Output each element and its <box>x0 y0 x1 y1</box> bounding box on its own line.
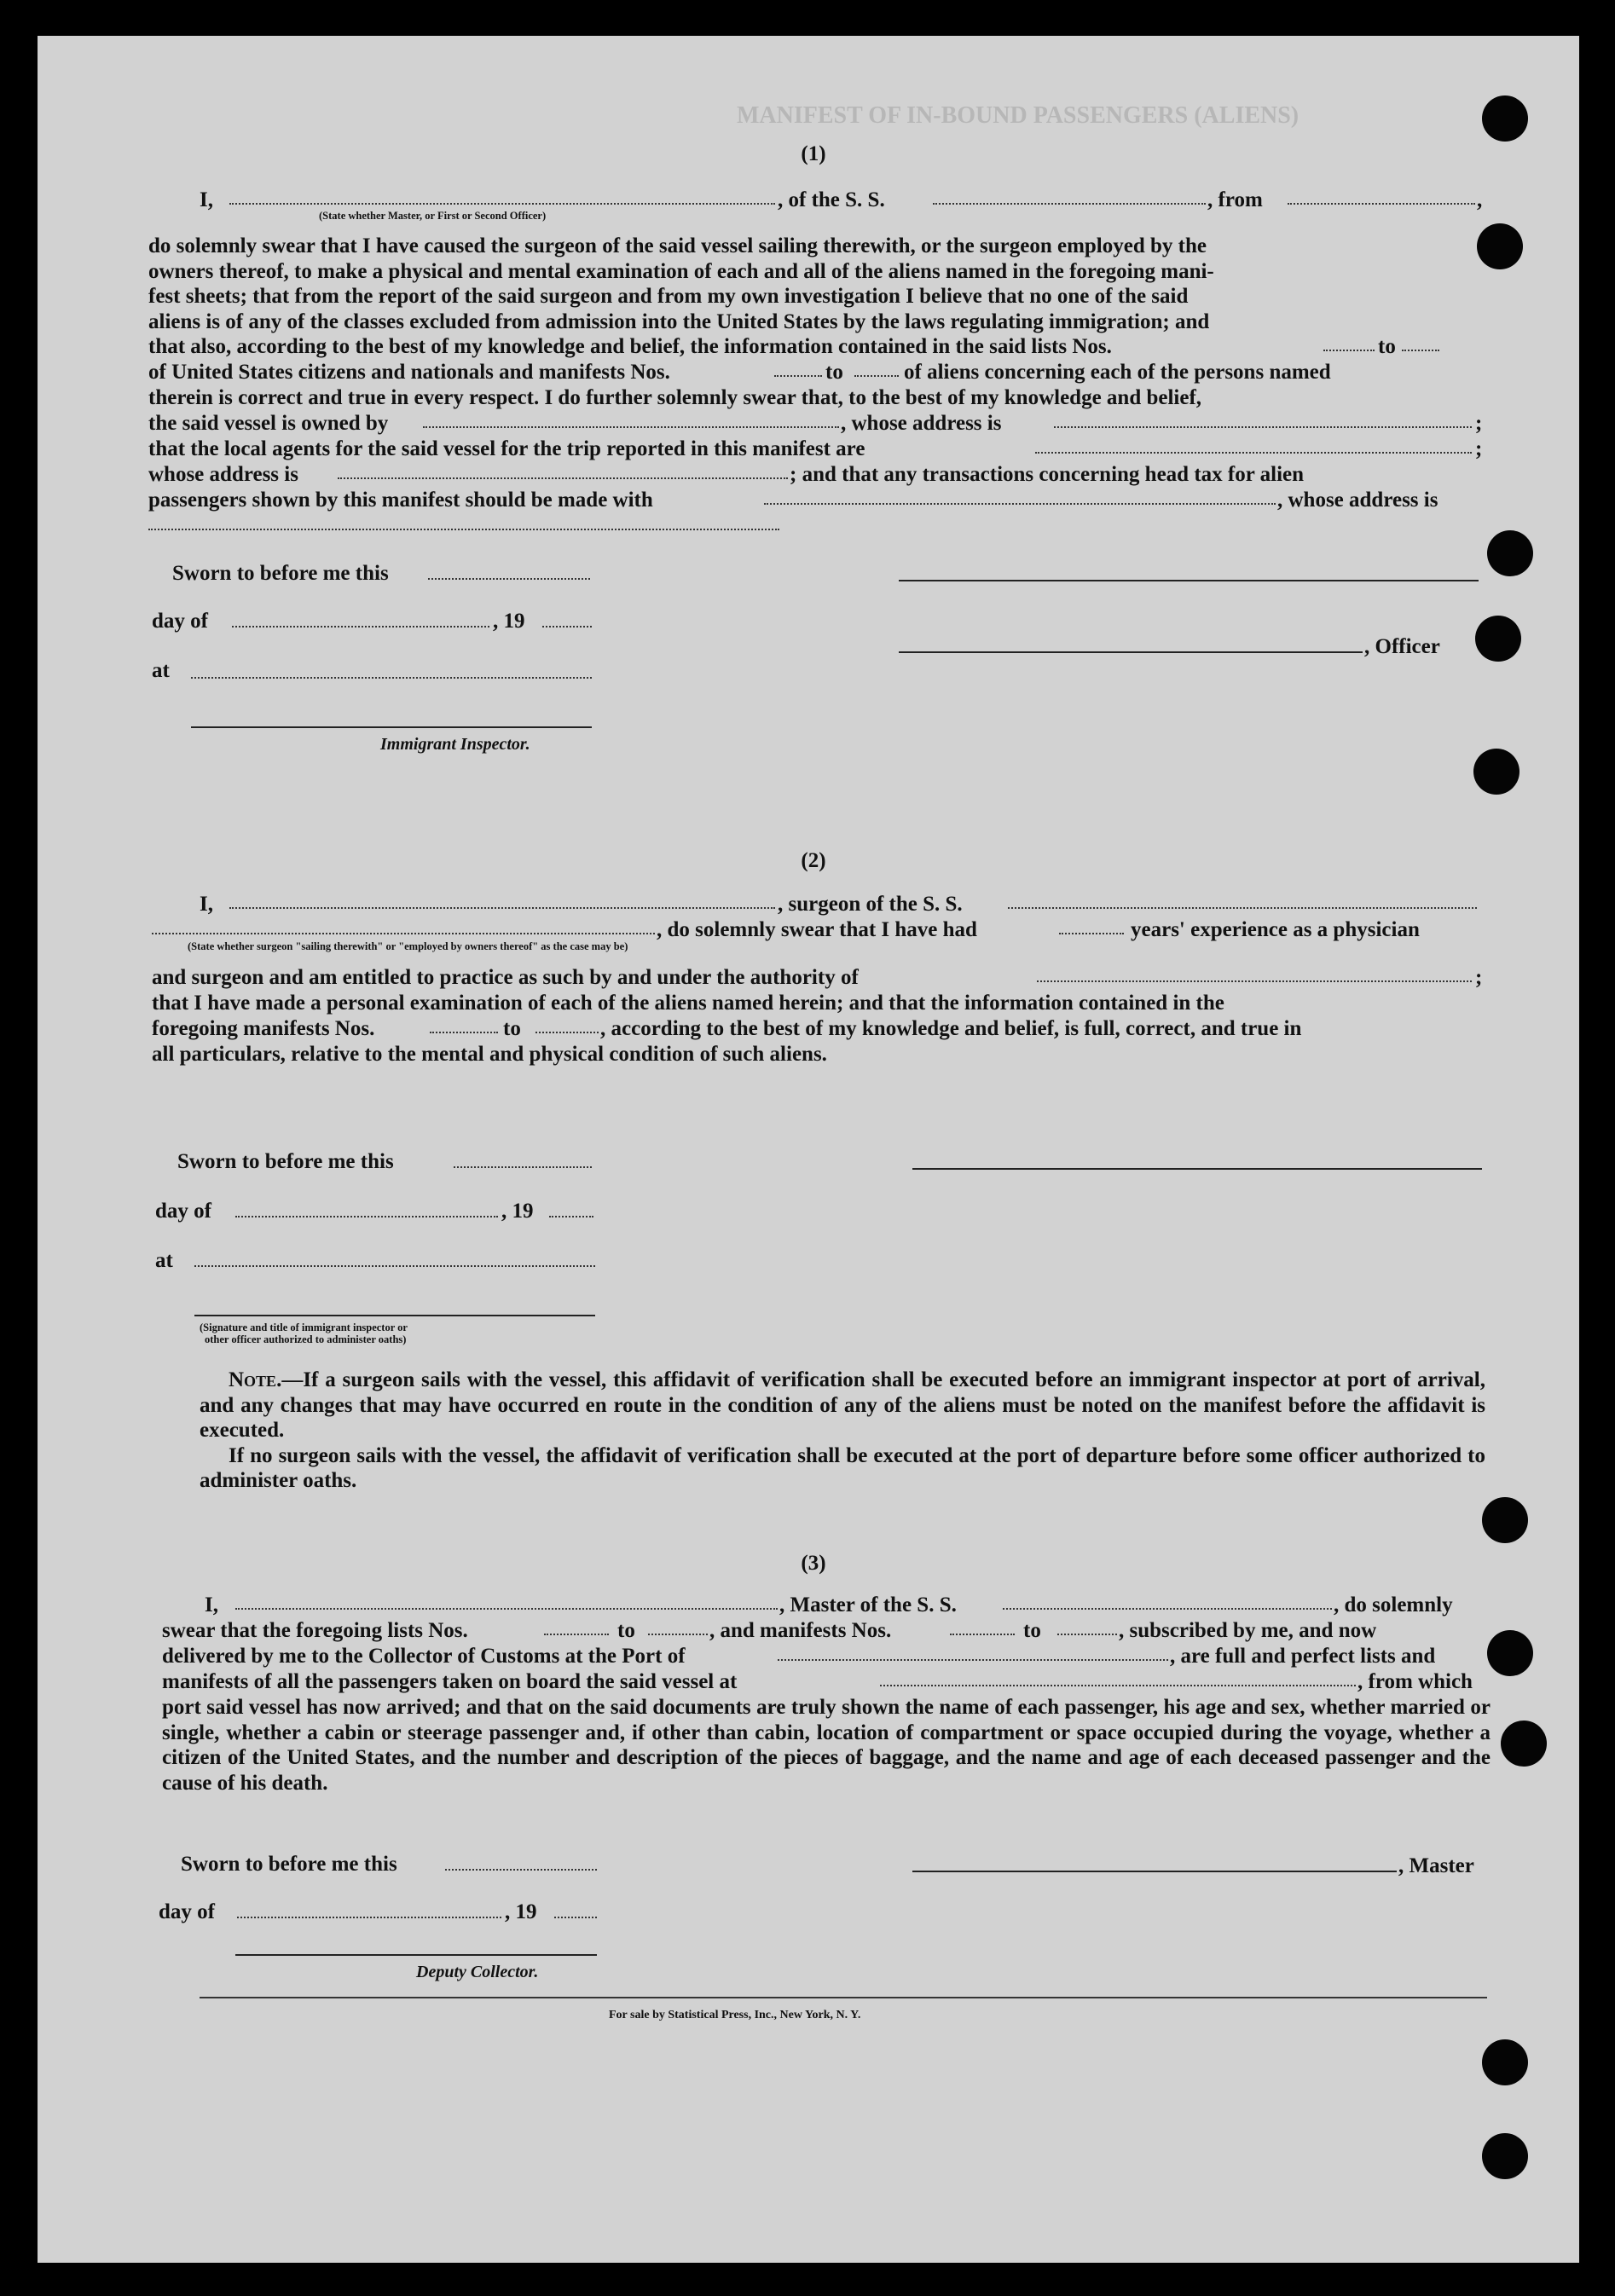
s1-from: , from <box>1207 188 1263 211</box>
s1-whose2-text: , whose address is <box>1277 489 1438 512</box>
s2-note-label: Note. <box>229 1368 282 1391</box>
s1-year-field[interactable] <box>542 626 592 627</box>
s1-body-line: do solemnly swear that I have caused the surgeon of the said vessel sailing therewith, or the surgeon employed by the <box>148 234 1207 257</box>
s2-years-text: years' experience as a physician <box>1131 918 1420 941</box>
s1-to2: to <box>825 361 843 384</box>
s3-lists-to-field[interactable] <box>648 1634 708 1635</box>
s3-i: I, <box>205 1593 218 1616</box>
s1-head-tax-party-field[interactable] <box>764 503 1276 505</box>
s1-owned-text: the said vessel is owned by <box>148 412 389 435</box>
s2-sworn-field[interactable] <box>454 1166 592 1168</box>
s2-i: I, <box>200 893 213 916</box>
punch-hole <box>1487 530 1533 576</box>
s1-lists-to-field[interactable] <box>1402 350 1439 351</box>
s2-day-field[interactable] <box>235 1216 498 1217</box>
s3-lists-text: swear that the foregoing lists Nos. <box>162 1619 468 1642</box>
s3-perfect-text: , are full and perfect lists and <box>1170 1645 1436 1668</box>
s3-to2: to <box>1023 1619 1041 1642</box>
s1-signature-line[interactable] <box>899 580 1479 581</box>
s2-surgeon-of: , surgeon of the S. S. <box>778 893 963 916</box>
s1-therein-text: therein is correct and true in every respect. I do further solemnly swear that, to the best of my knowledge and belief, <box>148 386 1202 409</box>
s1-owner-address-field[interactable] <box>1054 426 1472 428</box>
s2-particulars-text: all particulars, relative to the mental and physical condition of such aliens. <box>152 1043 827 1066</box>
s1-inspector-label: Immigrant Inspector. <box>380 735 530 754</box>
s2-day-of: day of <box>155 1200 211 1223</box>
s1-from-port-field[interactable] <box>1288 203 1475 205</box>
s2-sig-note-2: other officer authorized to administer oaths) <box>205 1333 407 1345</box>
s1-comma: , <box>1477 188 1483 211</box>
s2-authority-text: and surgeon and am entitled to practice as such by and under the authority of <box>152 966 859 989</box>
s3-master-of: , Master of the S. S. <box>779 1593 957 1616</box>
s3-master-name-field[interactable] <box>235 1608 778 1610</box>
s1-sworn-field[interactable] <box>428 578 590 580</box>
s1-lists-text: that also, according to the best of my knowledge and belief, the information contained in the said lists Nos. <box>148 335 1112 358</box>
s3-delivered-text: delivered by me to the Collector of Customs at the Port of <box>162 1645 686 1668</box>
s1-inspector-line[interactable] <box>191 726 592 728</box>
s2-according-text: , according to the best of my knowledge and belief, is full, correct, and true in <box>600 1017 1302 1040</box>
s2-sig-note-1: (Signature and title of immigrant inspector or <box>200 1322 408 1333</box>
punch-hole <box>1482 2039 1528 2085</box>
s1-at-field[interactable] <box>191 677 592 679</box>
s3-nineteen: , 19 <box>505 1900 537 1923</box>
s1-passengers-text: passengers shown by this manifest should be made with <box>148 489 653 512</box>
s1-oath-text <box>148 234 1480 334</box>
s3-collector-line[interactable] <box>235 1954 597 1956</box>
s3-ship-name-field[interactable] <box>1003 1608 1332 1610</box>
s3-manifests-to-field[interactable] <box>1057 1634 1117 1635</box>
s3-manifests-text: , and manifests Nos. <box>709 1619 892 1642</box>
s2-surgeon-type-field[interactable] <box>152 933 655 934</box>
s2-manifests-from-field[interactable] <box>430 1032 498 1033</box>
s1-officer-line[interactable] <box>899 651 1363 653</box>
punch-hole <box>1477 223 1523 269</box>
s3-master-label: , Master <box>1398 1854 1474 1877</box>
s2-nineteen: , 19 <box>501 1200 534 1223</box>
s3-lists-from-field[interactable] <box>544 1634 609 1635</box>
punch-hole <box>1482 1497 1528 1543</box>
s3-from-which: , from which <box>1357 1670 1473 1693</box>
s2-surgeon-note: (State whether surgeon "sailing therewith" or "employed by owners thereof" as the case may be) <box>188 940 628 952</box>
s3-day-of: day of <box>159 1900 215 1923</box>
s3-manifests-from-field[interactable] <box>950 1634 1015 1635</box>
s1-day-of: day of <box>152 610 208 633</box>
s1-semi2: ; <box>1475 437 1483 460</box>
s3-sworn: Sworn to before me this <box>181 1853 397 1876</box>
s1-body-line: fest sheets; that from the report of the said surgeon and from my own investigation I believe that no one of the said <box>148 285 1189 308</box>
s2-inspector-line[interactable] <box>194 1315 595 1316</box>
s3-port-field[interactable] <box>778 1659 1168 1661</box>
s2-swear-text: , do solemnly swear that I have had <box>657 918 977 941</box>
s2-note-2: If no surgeon sails with the vessel, the affidavit of verification shall be executed at the port of departure before some officer authorized to administer oaths. <box>200 1443 1485 1492</box>
punch-hole <box>1487 1630 1533 1676</box>
s1-semi: ; <box>1475 412 1483 435</box>
s3-day-field[interactable] <box>237 1917 501 1918</box>
s3-to: to <box>617 1619 635 1642</box>
s3-collector-label: Deputy Collector. <box>416 1963 539 1981</box>
s3-year-field[interactable] <box>554 1917 597 1918</box>
s2-authority-field[interactable] <box>1037 980 1472 982</box>
punch-hole <box>1475 616 1521 662</box>
s2-manifests-to-field[interactable] <box>535 1032 599 1033</box>
s1-at: at <box>152 659 170 682</box>
s3-oath-text <box>162 1695 1491 1796</box>
s1-body-line: owners thereof, to make a physical and mental examination of each and all of the aliens named in the foregoing mani- <box>148 259 1214 283</box>
s1-address-text: whose address is <box>148 463 298 486</box>
s1-manifests-from-field[interactable] <box>774 375 822 377</box>
s1-manifests-to-field[interactable] <box>854 375 899 377</box>
s1-agents-field[interactable] <box>1035 452 1472 454</box>
s2-at-field[interactable] <box>194 1265 595 1267</box>
s2-body-line: that I have made a personal examination of each of the aliens named herein; and that the information contained in the <box>152 992 1224 1015</box>
s1-rank-note: (State whether Master, or First or Second Officer) <box>319 210 547 222</box>
s1-nationals-text: of United States citizens and nationals and manifests Nos. <box>148 361 670 384</box>
s1-transactions-text: ; and that any transactions concerning head tax for alien <box>790 463 1305 486</box>
punch-hole <box>1501 1721 1547 1767</box>
s1-i: I, <box>200 188 213 211</box>
s2-years-field[interactable] <box>1059 933 1124 934</box>
s1-body-line: aliens is of any of the classes excluded from admission into the United States by the laws regulating immigration; and <box>148 309 1210 333</box>
s2-at: at <box>155 1249 173 1272</box>
s1-day-field[interactable] <box>232 626 489 627</box>
s2-note-1: —If a surgeon sails with the vessel, this affidavit of verification shall be executed before an immigrant inspector at port of arrival, and any changes that may have occurred en route in the condition of any of the aliens must be noted on the manifest before the affidavit is executed. <box>200 1368 1485 1442</box>
s1-nineteen: , 19 <box>493 610 525 633</box>
s3-body: port said vessel has now arrived; and that on the said documents are truly shown the name of each passenger, his age and sex, whether married or single, whether a cabin or steerage passenger and, if other than cabin, location of compartment or space occupied during the voyage, whether a citizen of the United States, and the number and description of the pieces of baggage, and the name and age of each deceased passenger and the cause of his death. <box>162 1696 1491 1795</box>
s2-manifests-text: foregoing manifests Nos. <box>152 1017 375 1040</box>
s2-year-field[interactable] <box>549 1216 593 1217</box>
s1-lists-from-field[interactable] <box>1323 350 1375 351</box>
s1-head-tax-address-field[interactable] <box>148 529 779 530</box>
s1-sworn: Sworn to before me this <box>172 562 389 585</box>
s1-aliens-text: of aliens concerning each of the persons named <box>904 361 1331 384</box>
s1-of-ss: , of the S. S. <box>778 188 885 211</box>
punch-hole <box>1473 749 1519 795</box>
s2-ship-name-field[interactable] <box>1008 907 1477 909</box>
punch-hole <box>1482 2133 1528 2179</box>
s2-semi: ; <box>1475 966 1483 989</box>
s1-officer-label: , Officer <box>1364 635 1440 658</box>
s2-to: to <box>503 1017 521 1040</box>
form-page <box>38 36 1579 2263</box>
s1-agents-address-field[interactable] <box>338 477 788 479</box>
s2-sworn: Sworn to before me this <box>177 1150 394 1173</box>
s1-agents-text: that the local agents for the said vessel for the trip reported in this manifest are <box>148 437 865 460</box>
s1-whose-text: , whose address is <box>841 412 1002 435</box>
s2-examination-text <box>152 991 1480 1016</box>
section-3-number: (3) <box>801 1552 826 1575</box>
s1-ship-name-field[interactable] <box>933 203 1206 205</box>
s2-note-text <box>200 1368 1485 1494</box>
s1-officer-rank-field[interactable] <box>229 203 775 205</box>
s1-to: to <box>1378 335 1396 358</box>
s3-subscribed-text: , subscribed by me, and now <box>1119 1619 1377 1642</box>
s3-port-of-embarkation-field[interactable] <box>880 1685 1356 1686</box>
s3-master-signature-line[interactable] <box>912 1871 1397 1872</box>
section-2-number: (2) <box>801 849 826 872</box>
s3-sworn-field[interactable] <box>445 1869 597 1871</box>
s1-owner-field[interactable] <box>423 426 839 428</box>
s3-swear: , do solemnly <box>1334 1593 1453 1616</box>
s2-signature-line[interactable] <box>912 1168 1482 1170</box>
bleed-through-heading: MANIFEST OF IN-BOUND PASSENGERS (ALIENS) <box>737 102 1300 129</box>
section-1-number: (1) <box>801 142 826 165</box>
s2-surgeon-name-field[interactable] <box>229 907 775 909</box>
footer-printer: For sale by Statistical Press, Inc., New York, N. Y. <box>609 2009 861 2021</box>
footer-rule <box>200 1997 1487 1998</box>
punch-hole <box>1482 95 1528 142</box>
s3-taken-text: manifests of all the passengers taken on board the said vessel at <box>162 1670 738 1693</box>
